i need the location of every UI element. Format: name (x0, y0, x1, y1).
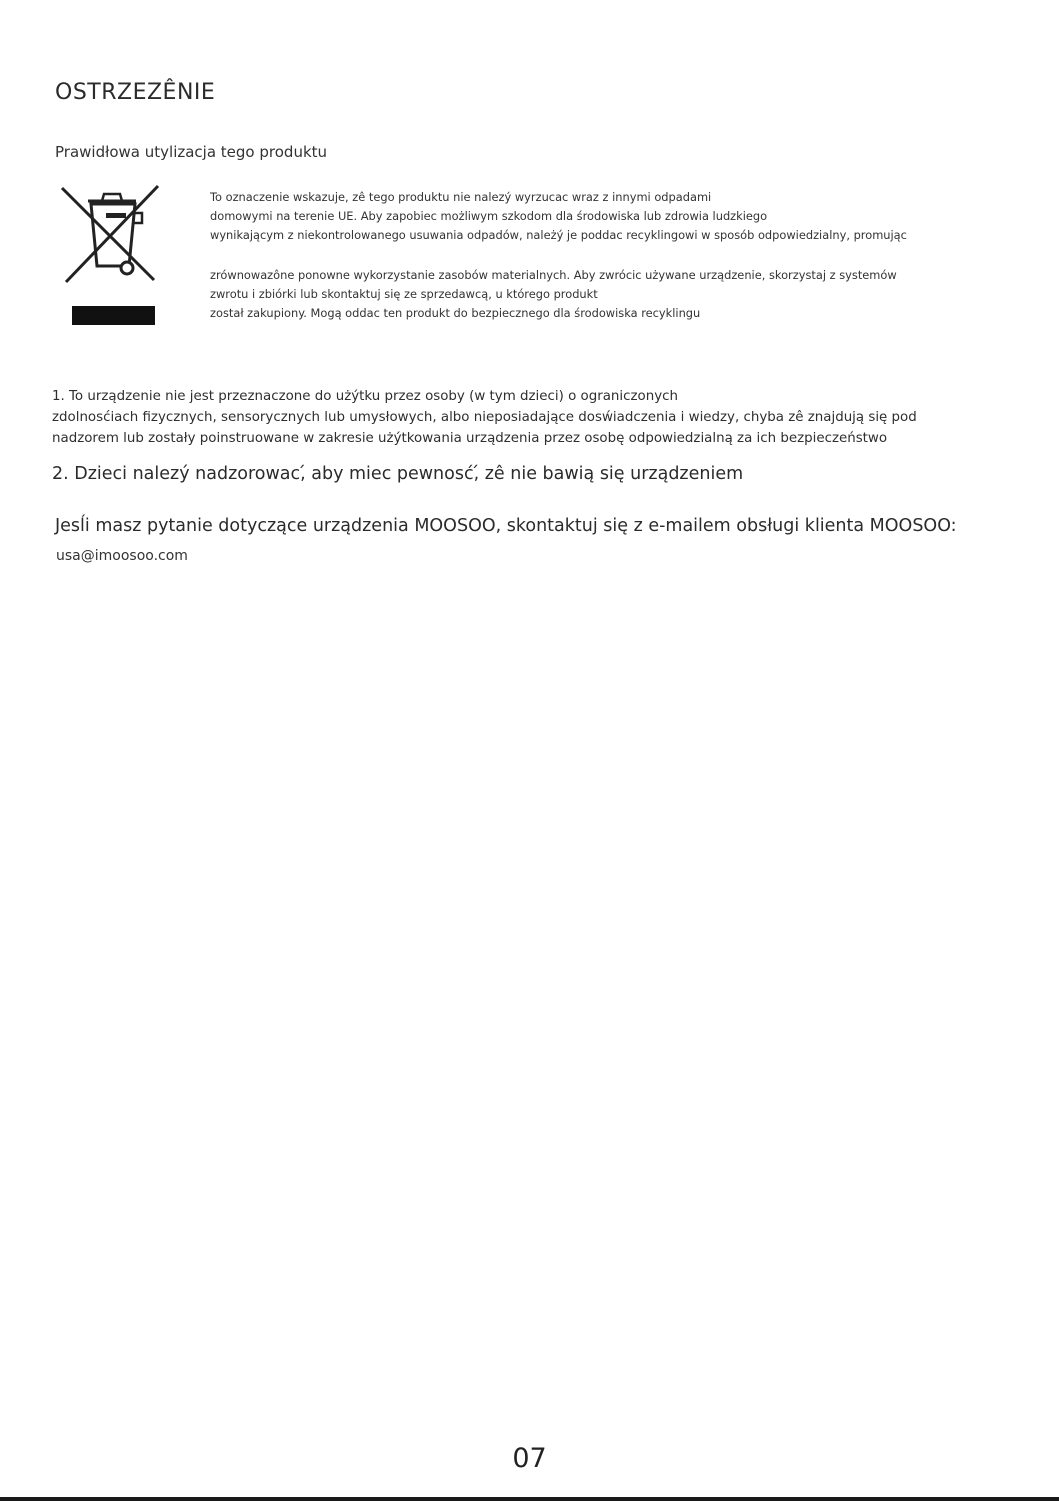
page-heading: OSTRZEZÊNIE (55, 80, 216, 105)
disposal-line: został zakupiony. Mogą oddac ten produkt do bezpiecznego dla środowiska recyklingu (210, 306, 701, 320)
disposal-line: zrównowazône ponowne wykorzystanie zasobów materialnych. Aby zwrócic używane urządzenie, skorzystaj z systemów (210, 268, 897, 282)
warning-item-2: 2. Dzieci nalezý nadzorowac,́ aby miec pewnosć,́ zê nie bawią się urządzeniem (52, 464, 744, 484)
bottom-border (0, 1497, 1059, 1501)
disposal-line: zwrotu i zbiórki lub skontaktuj się ze sprzedawcą, u którego produkt (210, 287, 598, 301)
warning-line: nadzorem lub zostały poinstruowane w zakresie użýtkowania urządzenia przez osobę odpowiedzialną za ich bezpieczeństwo (52, 431, 888, 446)
disposal-line: wynikającym z niekontrolowanego usuwania odpadów, należý je poddac recyklingowi w sposób odpowiedzialny, promując (210, 228, 907, 242)
warning-item-1 (52, 386, 1012, 449)
disposal-line: domowymi na terenie UE. Aby zapobiec możliwym szkodom dla środowiska lub zdrowia ludzkiego (210, 209, 768, 223)
contact-email: usa@imoosoo.com (56, 548, 188, 564)
disposal-paragraph (210, 188, 1030, 323)
contact-text: Jesĺi masz pytanie dotyczące urządzenia MOOSOO, skontaktuj się z e-mailem obsługi klienta MOOSOO: (55, 516, 957, 536)
warning-line: 1. To urządzenie nie jest przeznaczone do użýtku przez osoby (w tym dzieci) o ograniczonych (52, 389, 678, 404)
disposal-subheading: Prawidłowa utylizacja tego produktu (55, 143, 328, 161)
page-number: 07 (512, 1443, 547, 1474)
disposal-line: To oznaczenie wskazuje, zê tego produktu nie nalezý wyrzucac wraz z innymi odpadami (210, 190, 712, 204)
warning-line: zdolnosćiach fizycznych, sensorycznych lub umysłowych, albo nieposiadające dosẃiadczenia i wiedzy, chyba zê znajdują się pod (52, 410, 917, 425)
crossed-out-wheelie-bin-icon (58, 183, 162, 328)
